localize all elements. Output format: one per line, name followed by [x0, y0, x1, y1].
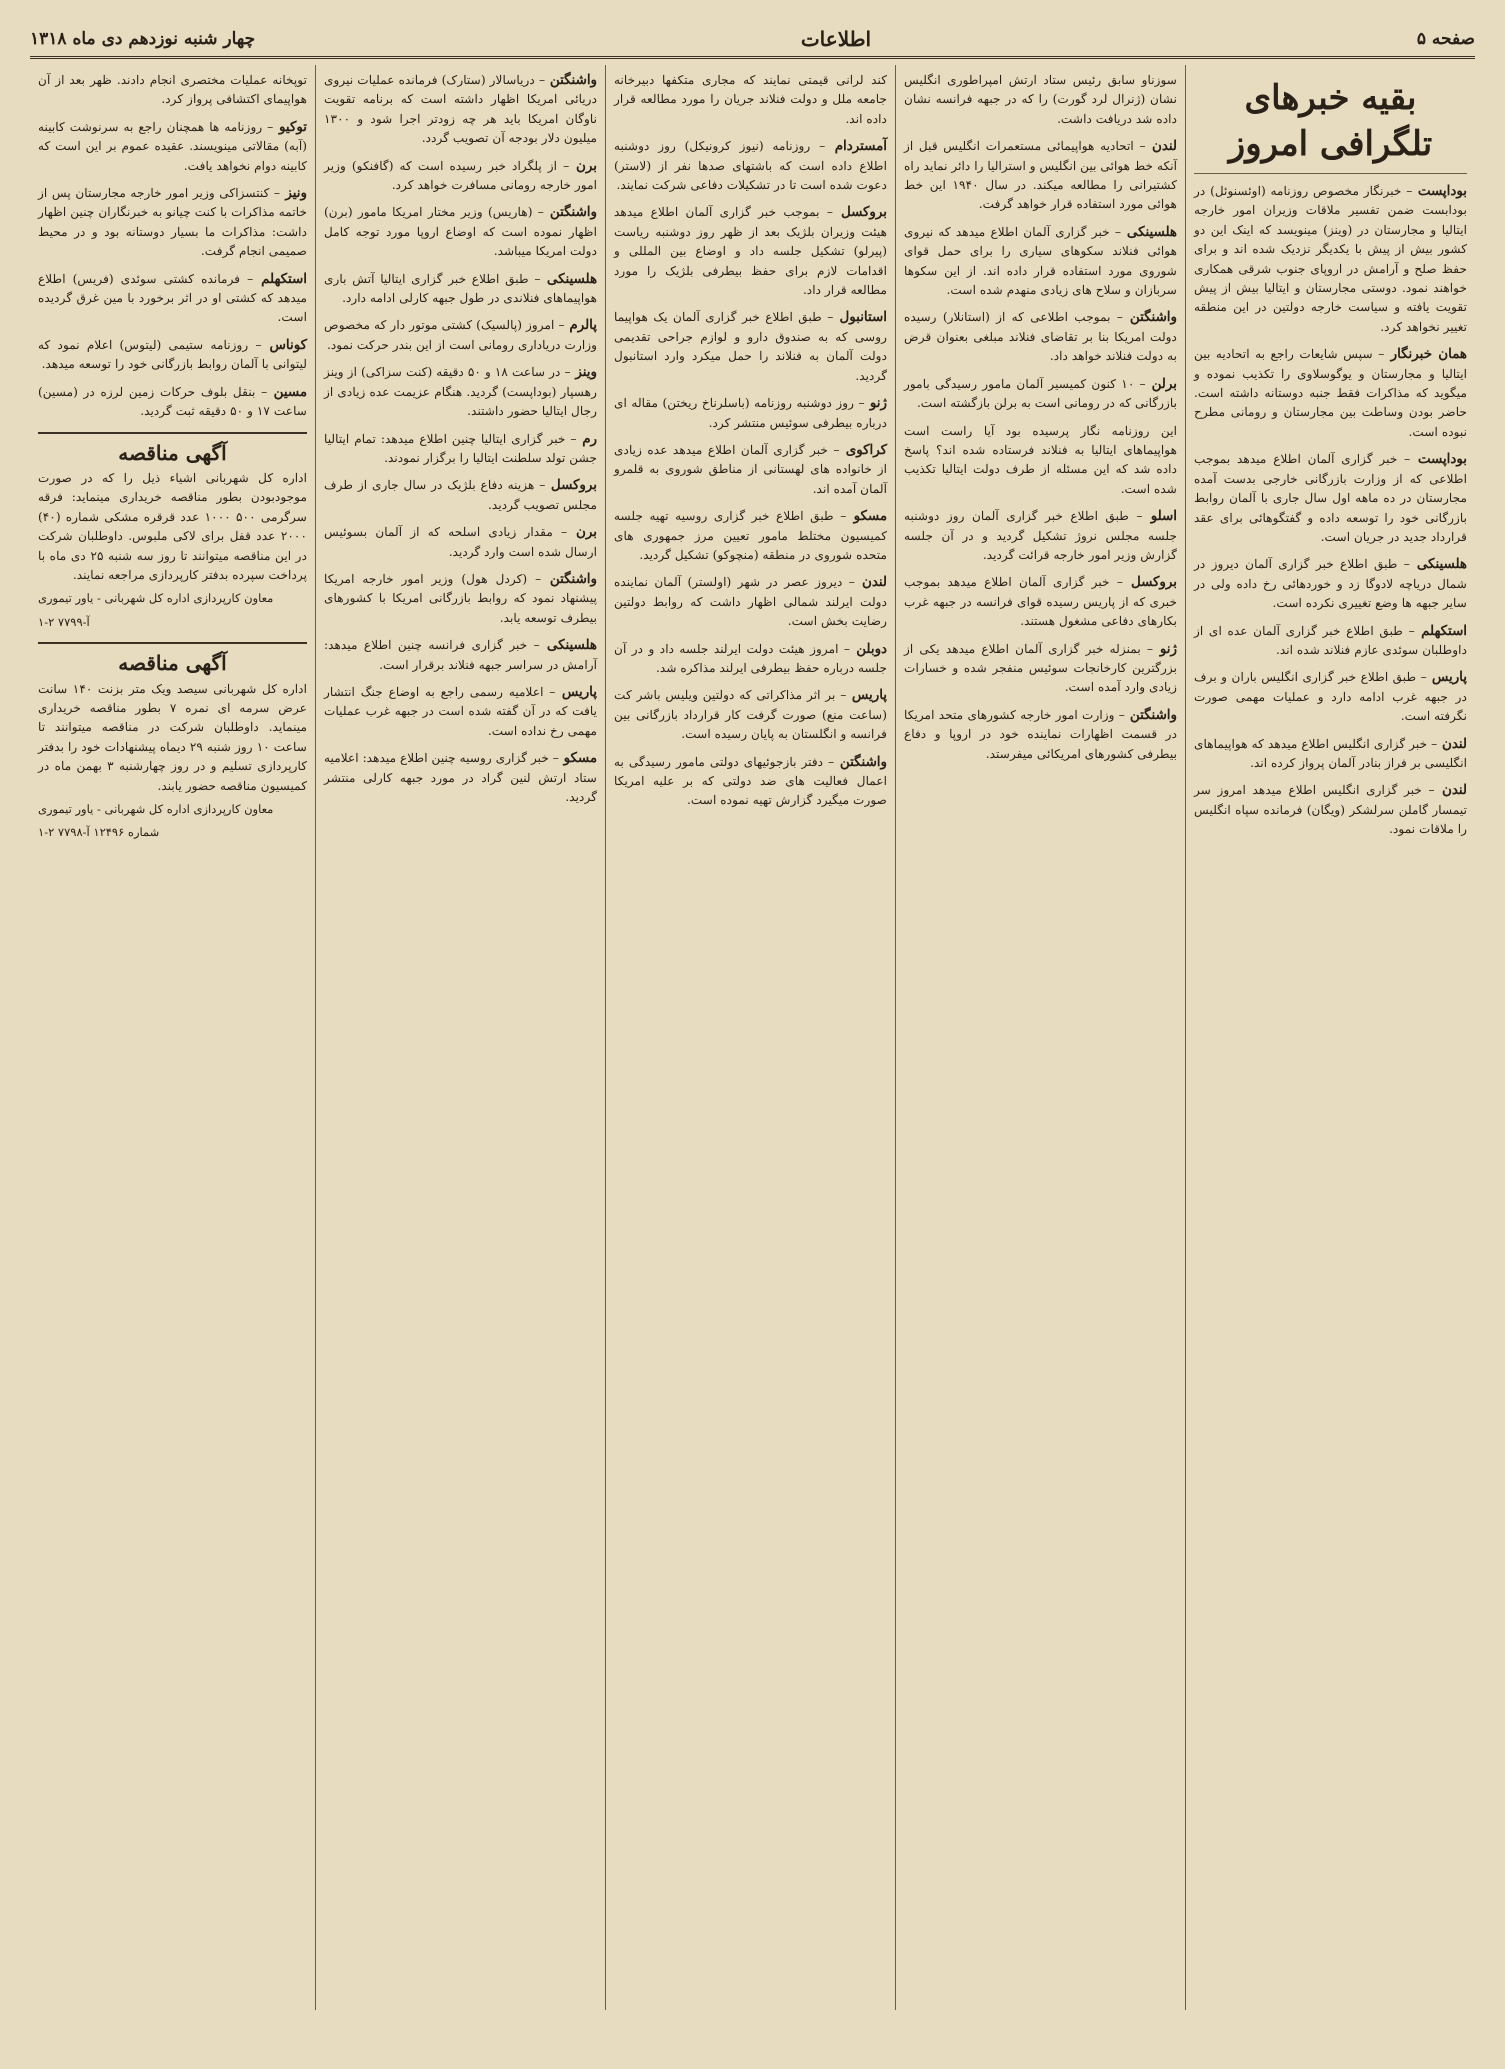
ad-code: آ-۷۷۹۹ ۲-۱ — [38, 614, 90, 629]
news-item — [324, 270, 597, 309]
news-text: – طبق اطلاع خبر گزاری انگلیس باران و برف در جبهه غرب ادامه دارد و عملیات مهمی صورت نگرفته است. — [1194, 670, 1467, 724]
news-text: این روزنامه نگار پرسیده بود آیا راست است هواپیماهای ایتالیا به فنلاند فرستاده شده اند؟ پاسخ داده شد که این مسئله از طرف دولت ایتالیا تکذیب شده است. — [904, 423, 1177, 496]
news-dateline: توکیو — [273, 118, 307, 135]
news-item — [38, 71, 307, 110]
page-headline: بقیه خبرهای تلگرافی امروز — [1194, 75, 1467, 174]
news-item — [904, 640, 1177, 698]
page-number: صفحه ۵ — [1416, 29, 1475, 49]
news-text: – از پلگراد خبر رسیده است که (گافنکو) وزیر امور خارجه رومانی مسافرت خواهد کرد. — [324, 158, 597, 193]
news-text: – روزنامه ستیمی (لیتوس) اعلام نمود که لیتوانی با آلمان روابط بازرگانی خود را توسعه میدهد. — [38, 337, 307, 372]
news-text: – ۱۰ کنون کمیسیر آلمان مامور رسیدگی بامور بازرگانی که در رومانی است به برلن بازگشته است. — [904, 376, 1177, 411]
news-text: – فرمانده کشتی سوئدی (فریس) اطلاع میدهد که کشتی او در اثر برخورد با مین غرق گردیده است. — [38, 271, 307, 325]
news-text: – بموجب خبر گزاری آلمان اطلاع میدهد هیئت وزیران بلژیک بعد از ظهر روز دوشنبه ریاست (پیرلو) تشکیل جلسه داد و اوضاع بین المللی و اقدامات لازم برای حفظ بیطرفی بلژیک را مورد مطالعه قرار داد. — [614, 205, 887, 298]
news-text: کند لرانی قیمتی نمایند که مجاری متکفها دبیرخانه جامعه ملل و دولت فنلاند جریان را مورد مطالعه قرار داده اند. — [614, 73, 887, 126]
ad-signature: معاون کارپردازی اداره کل شهربانی - یاور تیموری — [38, 802, 274, 816]
news-item — [324, 683, 597, 741]
news-item — [904, 375, 1177, 414]
news-item — [324, 71, 597, 149]
news-item — [904, 137, 1177, 215]
news-item — [1194, 555, 1467, 613]
news-text: – سپس شایعات راجع به اتحادیه بین ایتالیا و مجارستان و یوگوسلاوی را تکذیب نموده و میگوید که مذاکرات فقط جنبه دوستانه داشته است. حاضر بودن وساطت بین مجارستان و رومانی مطرح نبوده است. — [1194, 347, 1467, 439]
news-item — [614, 686, 887, 744]
news-dateline: بوداپست — [1412, 183, 1467, 199]
news-text: – خبر گزاری فرانسه چنین اطلاع میدهد: آرامش در سراسر جبهه فنلاند برقرار است. — [324, 638, 597, 672]
news-text: – بمنزله خبر گزاری آلمان اطلاع میدهد یکی از بزرگترین کارخانجات سوئیس منفجر شده و خسارات زیادی وارد آمده است. — [904, 641, 1177, 695]
news-dateline: ونیز — [280, 185, 307, 202]
news-dateline: هلسینکی — [1120, 223, 1177, 240]
news-text: – (هاریس) وزیر مختار امریکا مامور (برن) اظهار نموده است که اوضاع اروپا مورد توجه کامل دولت امریکا میباشد. — [324, 205, 597, 259]
news-item — [614, 507, 887, 565]
news-text: – دریاسالار (ستارک) فرمانده عملیات نیروی دریائی امریکا اظهار داشته است که برنامه تقویت ناوگان امریکا باید هر چه زودتر اجرا شود و ۱۳۰۰ میلیون دلار بودجه آن تصویب گردد. — [324, 73, 597, 146]
column-2 — [895, 65, 1185, 2010]
column-1 — [1185, 65, 1475, 2010]
news-dateline: لندن — [1437, 735, 1467, 752]
column-5 — [30, 65, 315, 2010]
news-item — [324, 430, 597, 469]
news-item — [1194, 735, 1467, 774]
news-text: – بنقل بلوف حرکات زمین لرزه در (مسین) ساعت ۱۷ و ۵۰ دقیقه ثبت گردید. — [38, 384, 307, 419]
news-dateline: بروکسل — [545, 477, 597, 494]
news-text: – (کردل هول) وزیر امور خارجه امریکا پیشنهاد نمود که روابط بازرگانی امریکا با کشورهای بیطرف توسعه یابد. — [324, 571, 597, 625]
news-dateline: برن — [567, 524, 597, 541]
news-dateline: مسین — [267, 383, 307, 400]
ad-body: اداره کل شهربانی سیصد ویک متر بزنت ۱۴۰ سانت عرض سرمه ای نمره ۷ بطور مناقصه خریداری مینماید. داوطلبان شرکت در مناقصه میتوانند تا ساعت ۱۰ روز شنبه ۲۹ دیماه پیشنهادات خود را بدفتر کارپردازی تسلیم و در روز چهارشنبه ۳ بهمن ماه در کمیسیون مناقصه حضور یابند. — [38, 681, 308, 793]
news-text: – بموجب اطلاعی که از (استانلار) رسیده دولت امریکا بنا بر تقاضای فنلاند مبلغی بعنوان قرض به دولت فنلاند خواهد داد. — [904, 310, 1177, 364]
ads-container — [38, 432, 307, 843]
news-dateline: لندن — [854, 574, 887, 591]
news-item — [614, 640, 887, 679]
news-item — [1194, 345, 1467, 442]
news-text: – بر اثر مذاکراتی که دولتین ویلیس باشر کت (ساعت منع) صورت گرفت کار قرارداد بازرگانی بین فرانسه و انگلستان به پایان رسیده است. — [614, 688, 887, 742]
news-dateline: پاریس — [555, 683, 597, 700]
news-dateline: پالرم — [564, 317, 597, 334]
issue-date: چهار شنبه نوزدهم دی ماه ۱۳۱۸ — [30, 29, 256, 49]
news-dateline: مسکو — [846, 508, 887, 525]
news-item — [324, 476, 597, 515]
news-dateline: کراکوی — [839, 441, 887, 458]
news-item — [38, 118, 307, 176]
paper-name: اطلاعات — [800, 27, 872, 51]
news-dateline: ژنو — [864, 395, 887, 412]
news-text: – وزارت امور خارجه کشورهای متحد امریکا در قسمت اظهارات نماینده خود در اروپا و دفاع بیطرفی کشورهای امریکائی میفرستد. — [904, 707, 1177, 761]
news-text: – اعلامیه رسمی راجع به اوضاع جنگ انتشار یافت که در آن گفته شده است در جبهه غرب عملیات مهمی رخ نداده است. — [324, 684, 597, 738]
news-item — [324, 523, 597, 562]
news-dateline: برلن — [1145, 375, 1178, 392]
news-text: – روزنامه ها همچنان راجع به سرنوشت کابینه (آبه) مقالاتی مینویسند. عقیده عموم بر این است که کابینه دوام نخواهد یافت. — [38, 119, 307, 173]
news-dateline: اسلو — [1142, 508, 1177, 525]
news-text: – هزینه دفاع بلژیک در سال جاری از طرف مجلس تصویب گردید. — [324, 478, 597, 512]
news-item — [324, 636, 597, 675]
news-item — [1194, 622, 1467, 661]
ad-title: آگهی مناقصه — [118, 651, 227, 676]
news-dateline: بوداپست — [1410, 451, 1468, 468]
news-text: – خبر گزاری روسیه چنین اطلاع میدهد: اعلامیه ستاد ارتش لنین گراد در مورد جبهه کارلی منتشر گردید. — [324, 751, 597, 804]
news-item — [1194, 781, 1467, 839]
column-1-items — [1194, 182, 1467, 840]
news-text: – خبر گزاری انگلیس اطلاع میدهد امروز سر تیمسار گاملن سرلشکر (ویگان) فرمانده سپاه انگلیس را ملاقات نمود. — [1194, 783, 1467, 837]
news-item — [324, 749, 597, 807]
news-dateline: مسکو — [558, 750, 597, 767]
news-item — [614, 308, 887, 386]
news-dateline: پاریس — [1426, 669, 1467, 686]
news-item — [1194, 182, 1467, 337]
news-item — [324, 203, 597, 261]
column-4 — [315, 65, 605, 2010]
news-item — [38, 270, 307, 328]
column-3-items — [614, 71, 887, 811]
news-dateline: واشنگتن — [543, 204, 597, 221]
column-3 — [605, 65, 895, 2010]
news-text: – کنتسزاکی وزیر امور خارجه مجارستان پس از خاتمه مذاکرات با کنت چیانو به خبرنگاران چنین اظهار داشت: مذاکرات ما بسیار دوستانه بود و در محیط صمیمی انجام گرفت. — [38, 186, 307, 259]
news-dateline: وینز — [570, 364, 597, 381]
news-item — [904, 422, 1177, 500]
news-text: – طبق اطلاع خبر گزاری آلمان روز دوشنبه جلسه مجلس نروژ تشکیل گردید و در آن جلسه گزارش وزیر امور خارجه قرائت گردید. — [904, 509, 1177, 562]
news-text: – اتحادیه هواپیمائی مستعمرات انگلیس قبل از آنکه خط هوائی بین انگلیس و استرالیا را دائر نماید راه کشتیرانی را مطالعه میکند. در سال ۱۹۴۰ این خط هوائی مورد استفاده قرار خواهد گرفت. — [904, 139, 1177, 212]
news-dateline: واشنگتن — [1124, 706, 1177, 723]
news-item — [614, 71, 887, 129]
ad-body: اداره کل شهربانی اشیاء ذیل را که در صورت موجودبودن بطور مناقصه خریداری مینماید: فرقه سرگرمی ۵۰۰ ۱۰۰۰ عدد قرقره مشکی شماره (۴۰) ۲۰۰۰ عدد قفل برای لاکی ملبوس. داوطلبان شرکت در این مناقصه میتوانند تا روز سه شنبه ۲۵ دی ماه با پرداخت سپرده بدفتر کارپردازی مراجعه نمایند. — [38, 470, 307, 582]
news-text: – خبر گزاری آلمان اطلاع میدهد بموجب اطلاعی که از وزارت بازرگانی خارجی بدست آمده مجارستان در ده ماهه اول سال جاری با آلمان روابط بازرگانی خود را توسعه داده و گفتگوهائی برای عقد قرارداد جدید در جریان است. — [1194, 452, 1467, 544]
news-item — [38, 383, 307, 422]
news-item — [38, 184, 307, 262]
news-item — [614, 203, 887, 300]
news-dateline: استکهلم — [1414, 622, 1468, 639]
news-dateline: استکهلم — [253, 270, 307, 287]
ad-code: شماره ۱۲۴۹۶ آ-۷۷۹۸ ۲-۱ — [38, 825, 160, 840]
news-dateline: استانبول — [833, 309, 887, 326]
news-item — [904, 308, 1177, 366]
news-text: – در ساعت ۱۸ و ۵۰ دقیقه (کنت سزاکی) از وینز رهسپار (بوداپست) گردید. هنگام عزیمت عده زیادی از رجال ایتالیا حضور داشتند. — [324, 365, 597, 419]
news-text: – روز دوشنبه روزنامه (باسلرناخ ریختن) مقاله ای درباره بیطرفی سوئیس منتشر کرد. — [614, 396, 887, 430]
news-item — [904, 573, 1177, 631]
news-dateline: آمستردام — [825, 138, 887, 155]
news-dateline: پاریس — [846, 687, 887, 704]
news-item — [38, 336, 307, 375]
news-item — [614, 394, 887, 433]
news-item — [324, 570, 597, 628]
news-dateline: هلسینکی — [1409, 556, 1467, 573]
news-dateline: واشنگتن — [834, 753, 887, 770]
news-dateline: واشنگتن — [1122, 309, 1177, 326]
news-dateline: بروکسل — [1122, 574, 1177, 591]
news-text: سوزناو سابق رئیس ستاد ارتش امپراطوری انگلیس نشان (ژنرال لرد گورت) را که در جبهه فرانسه نشان داده شد دریافت داشت. — [904, 73, 1177, 126]
news-text: – طبق اطلاع خبر گزاری ایتالیا آتش باری هواپیماهای فنلاندی در طول جبهه کارلی ادامه دارد. — [324, 271, 597, 306]
news-text: – خبر گزاری آلمان اطلاع میدهد بموجب خبری که از پاریس رسیده قوای فرانسه در جبهه غرب بکارهای دفاعی مشغول هستند. — [904, 575, 1177, 629]
news-text: – خبرنگار مخصوص روزنامه (اوئسنوئل) در بودابست ضمن تفسیر ملاقات وزیران امور خارجه ایتالیا و مجارستان در (وینز) مینویسد که اینک این دو کشور بیش از پیش با یکدیگر نزدیک شده اند و برای حفظ صلح و آرامش در اروپای جنوب شرقی همکاری خواهند نمود. دوستی مجارستان و ایتالیا بیش از پیش تقویت یافته و سیاست خارجه دولتین در این منطقه تغییر نخواهد کرد. — [1194, 184, 1467, 334]
ad-title: آگهی مناقصه — [118, 440, 227, 465]
news-dateline: بروکسل — [832, 204, 887, 221]
news-item — [904, 507, 1177, 565]
news-item — [904, 706, 1177, 764]
ad-signature: معاون کارپردازی اداره کل شهربانی - یاور تیموری — [38, 591, 274, 606]
news-text: – طبق اطلاع خبر گزاری آلمان یک هواپیما روسی که به صندوق دارو و لوازم جراحی تقدیمی دولت آلمان به فنلاند را حمل میکرد وارد استانبول گردید. — [614, 310, 887, 383]
news-dateline: ژنو — [1152, 640, 1177, 657]
tender-ad — [38, 432, 307, 633]
tender-ad — [38, 642, 307, 843]
news-dateline: دوبلن — [850, 640, 887, 657]
columns — [30, 65, 1475, 2010]
news-dateline: واشنگتن — [545, 72, 598, 88]
news-item — [1194, 668, 1467, 726]
news-item — [324, 363, 597, 421]
news-item — [1194, 450, 1467, 547]
news-text: – روزنامه (نیوز کرونیکل) روز دوشنبه اطلاع داده است که باشتهای صدها نفر از (لاستر) دعوت شده است تا در تشکیلات دفاعی شرکت نمایند. — [614, 139, 887, 193]
news-text: – طبق اطلاع خبر گزاری آلمان دیروز در شمال دریاچه لادوگا زد و خوردهائی رخ داده ولی در سایر جبهه ها وضع تغییری نکرده است. — [1194, 557, 1467, 611]
column-5-items — [38, 71, 307, 422]
news-item — [904, 71, 1177, 129]
news-item — [614, 137, 887, 195]
news-text: – امروز (پالسیک) کشتی موتور دار که مخصوص وزارت دریاداری رومانی است از این بندر حرکت نمود. — [324, 318, 597, 352]
news-text: – خبر گزاری آلمان اطلاع میدهد عده زیادی از خانواده های لهستانی از مناطق شوروی به قلمرو آلمان آمده اند. — [614, 442, 887, 496]
news-item — [614, 573, 887, 631]
news-dateline: هلسینکی — [539, 637, 597, 654]
news-text: – دیروز عصر در شهر (اولستر) آلمان نماینده دولت ایرلند شمالی اظهار داشت که روابط دولتین رضایت بخش است. — [614, 575, 887, 629]
masthead — [30, 22, 1475, 59]
news-item — [904, 223, 1177, 301]
news-dateline: لندن — [1145, 138, 1178, 155]
news-dateline: لندن — [1434, 782, 1467, 799]
news-dateline: واشنگتن — [541, 570, 597, 587]
news-text: – خبر گزاری ایتالیا چنین اطلاع میدهد: تمام ایتالیا جشن تولد سلطنت ایتالیا را برگزار نمودند. — [324, 431, 597, 465]
news-text: – خبر گزاری انگلیس اطلاع میدهد که هواپیماهای انگلیسی بر فراز بنادر آلمان پرواز کرده اند. — [1194, 736, 1467, 770]
news-dateline: همان خبرنگار — [1384, 346, 1467, 363]
news-dateline: کوناس — [261, 336, 307, 353]
news-text: – دفتر بازجوئیهای دولتی مامور رسیدگی به اعمال فعالیت های ضد دولتی که بر علیه امریکا صورت میگیرد گزارش تهیه نموده است. — [614, 754, 887, 808]
news-item — [324, 157, 597, 196]
news-text: – مقدار زیادی اسلحه که از آلمان بسوئیس ارسال شده است وارد گردید. — [324, 525, 597, 559]
news-text: – خبر گزاری آلمان اطلاع میدهد که نیروی هوائی فنلاند سکوهای سیاری را برای حمل قوای شوروی مورد استفاده قرار داده اند. از این سکوها سربازان و سلاح های زیادی منهدم شده است. — [904, 224, 1177, 298]
news-item — [614, 441, 887, 499]
news-text: – طبق اطلاع خبر گزاری روسیه تهیه جلسه کمیسیون مختلط مامور تعیین مرز جمهوری های متحده شوروی در منطقه (منچوکو) تشکیل گردید. — [614, 509, 887, 562]
newspaper-page — [30, 22, 1475, 2017]
news-item — [324, 316, 597, 355]
news-dateline: رم — [576, 430, 598, 447]
column-2-items — [904, 71, 1177, 764]
news-dateline: برن — [569, 157, 597, 174]
news-text: – امروز هیئت دولت ایرلند جلسه داد و در آن جلسه درباره حفظ بیطرفی ایرلند مذاکره شد. — [614, 641, 887, 675]
news-text: – طبق اطلاع خبر گزاری آلمان عده ای از داوطلبان سوئدی عازم فنلاند شده اند. — [1194, 623, 1467, 657]
news-item — [614, 753, 887, 811]
news-text: توپخانه عملیات مختصری انجام دادند. ظهر بعد از آن هواپیمای اکتشافی پرواز کرد. — [38, 73, 307, 107]
news-dateline: هلسینکی — [540, 270, 598, 287]
column-4-items — [324, 71, 597, 807]
